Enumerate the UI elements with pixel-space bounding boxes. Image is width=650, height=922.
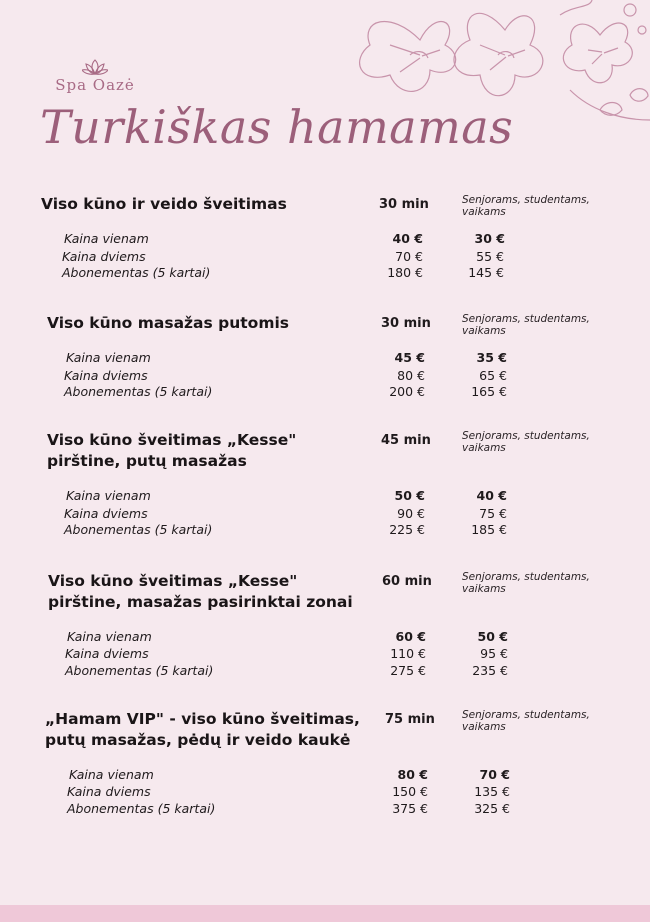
price-label: Kaina dviems	[67, 784, 151, 799]
price-reduced: 75 €	[479, 506, 507, 521]
service-name: „Hamam VIP" - viso kūno šveitimas, putų masažas, pėdų ir veido kaukė	[45, 710, 360, 749]
price-regular: 40 €	[392, 231, 423, 246]
price-regular: 225 €	[389, 522, 425, 537]
price-label: Kaina dviems	[64, 506, 148, 521]
brand-name: Spa Oazė	[55, 76, 135, 94]
service-name: Viso kūno šveitimas „Kesse" pirštine, putų masažas	[47, 431, 297, 470]
price-regular: 375 €	[392, 801, 428, 816]
price-regular: 110 €	[390, 646, 426, 661]
service-name: Viso kūno ir veido šveitimas	[41, 195, 287, 213]
price-reduced: 145 €	[468, 265, 504, 280]
service-duration: 30 min	[379, 197, 429, 212]
price-row	[0, 801, 650, 818]
service-duration: 45 min	[381, 433, 431, 448]
price-reduced: 30 €	[474, 231, 505, 246]
lotus-icon	[82, 58, 108, 76]
price-label: Kaina vienam	[69, 767, 154, 782]
price-row	[0, 663, 650, 680]
price-reduced: 35 €	[476, 350, 507, 365]
footer-bar	[0, 905, 650, 922]
price-label: Abonementas (5 kartai)	[64, 522, 213, 537]
service-duration: 75 min	[385, 712, 435, 727]
price-label: Kaina vienam	[66, 488, 151, 503]
brand-logo	[50, 58, 140, 94]
price-row	[0, 629, 650, 646]
price-reduced: 135 €	[474, 784, 510, 799]
price-regular: 80 €	[397, 368, 425, 383]
service-name: Viso kūno šveitimas „Kesse" pirštine, masažas pasirinktai zonai	[48, 572, 353, 611]
price-row	[0, 265, 650, 282]
service-discount-note: Senjorams, studentams, vaikams	[462, 709, 590, 733]
price-label: Kaina vienam	[64, 231, 149, 246]
price-label: Kaina dviems	[65, 646, 149, 661]
price-label: Kaina dviems	[64, 368, 148, 383]
price-label: Kaina vienam	[66, 350, 151, 365]
price-regular: 70 €	[395, 249, 423, 264]
price-reduced: 40 €	[476, 488, 507, 503]
price-reduced: 95 €	[480, 646, 508, 661]
price-regular: 275 €	[390, 663, 426, 678]
price-row	[0, 784, 650, 801]
price-label: Abonementas (5 kartai)	[64, 384, 213, 399]
price-row	[0, 350, 650, 367]
price-row	[0, 249, 650, 266]
service-discount-note: Senjorams, studentams, vaikams	[462, 430, 590, 454]
price-row	[0, 646, 650, 663]
price-regular: 150 €	[392, 784, 428, 799]
price-reduced: 55 €	[476, 249, 504, 264]
service-duration: 30 min	[381, 316, 431, 331]
service-name: Viso kūno masažas putomis	[47, 314, 290, 332]
price-regular: 180 €	[387, 265, 423, 280]
page-title: Turkiškas hamamas	[40, 100, 514, 154]
price-row	[0, 488, 650, 505]
price-reduced: 50 €	[477, 629, 508, 644]
price-reduced: 185 €	[471, 522, 507, 537]
price-regular: 80 €	[397, 767, 428, 782]
price-row	[0, 384, 650, 401]
price-regular: 60 €	[395, 629, 426, 644]
price-label: Abonementas (5 kartai)	[65, 663, 214, 678]
price-regular: 200 €	[389, 384, 425, 399]
price-row	[0, 231, 650, 248]
price-label: Abonementas (5 kartai)	[62, 265, 211, 280]
price-reduced: 325 €	[474, 801, 510, 816]
price-reduced: 165 €	[471, 384, 507, 399]
price-row	[0, 767, 650, 784]
price-row	[0, 368, 650, 385]
service-discount-note: Senjorams, studentams, vaikams	[462, 313, 590, 337]
price-reduced: 65 €	[479, 368, 507, 383]
price-row	[0, 506, 650, 523]
price-regular: 90 €	[397, 506, 425, 521]
service-duration: 60 min	[382, 574, 432, 589]
price-reduced: 70 €	[479, 767, 510, 782]
price-label: Kaina vienam	[67, 629, 152, 644]
price-label: Kaina dviems	[62, 249, 146, 264]
service-discount-note: Senjorams, studentams, vaikams	[462, 194, 590, 218]
price-reduced: 235 €	[472, 663, 508, 678]
price-regular: 45 €	[394, 350, 425, 365]
price-label: Abonementas (5 kartai)	[67, 801, 216, 816]
price-regular: 50 €	[394, 488, 425, 503]
price-row	[0, 522, 650, 539]
service-discount-note: Senjorams, studentams, vaikams	[462, 571, 590, 595]
